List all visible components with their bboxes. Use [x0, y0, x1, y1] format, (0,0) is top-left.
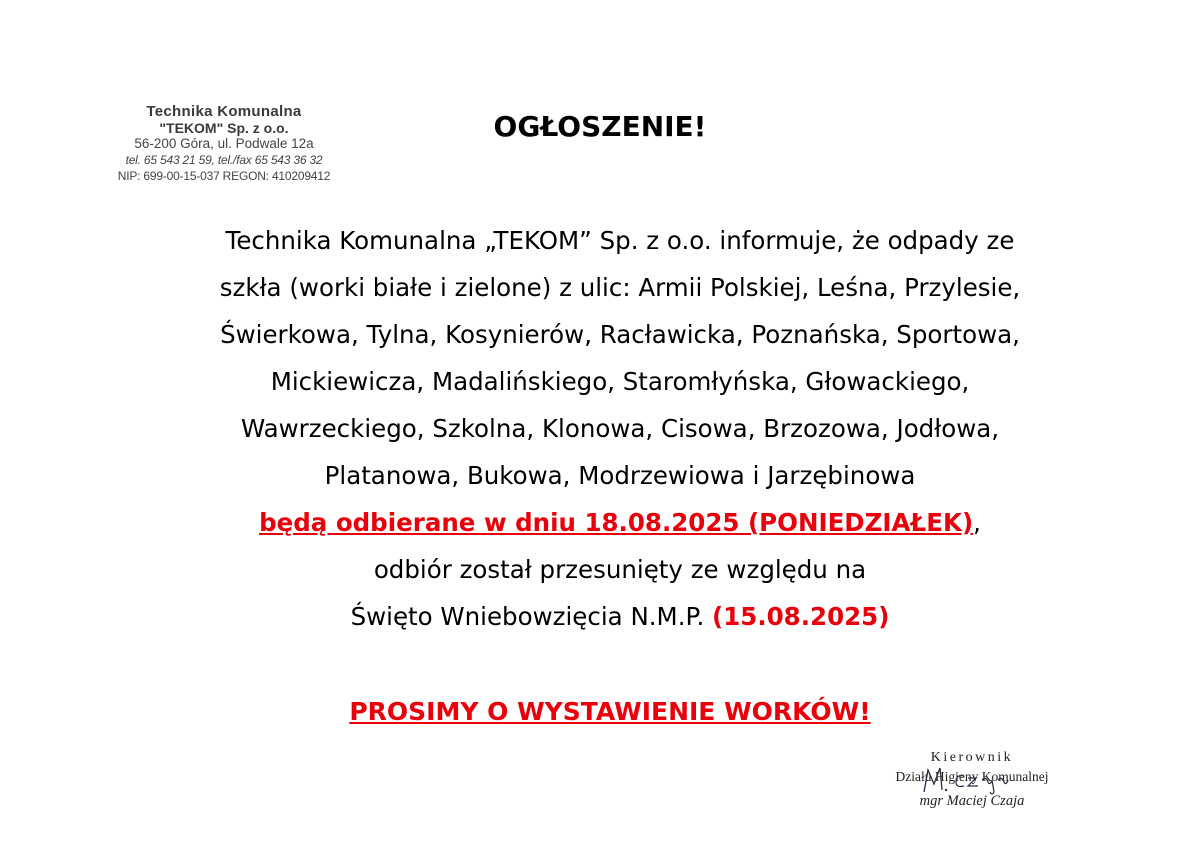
body-line: Świerkowa, Tylna, Kosynierów, Racławicka, Poznańska, Sportowa, — [220, 320, 1020, 349]
signature-stamp — [872, 748, 1072, 812]
body-line: szkła (worki białe i zielone) z ulic: Armii Polskiej, Leśna, Przylesie, — [219, 273, 1021, 302]
stamp-tax-ids: NIP: 699-00-15-037 REGON: 410209412 — [117, 169, 331, 183]
signature-department: Działu Higieny Komunalnej — [895, 769, 1049, 784]
stamp-address: 56-200 Góra, ul. Podwale 12a — [134, 136, 314, 151]
stamp-company-name: Technika Komunalna — [146, 103, 302, 120]
stamp-phone: tel. 65 543 21 59, tel./fax 65 543 36 32 — [125, 153, 323, 167]
announcement-heading: OGŁOSZENIE! — [493, 110, 707, 143]
collection-date-highlight: będą odbierane w dniu 18.08.2025 (PONIEDZIAŁEK) — [259, 508, 974, 537]
collection-date-suffix: , — [973, 508, 981, 537]
stamp-company-type: "TEKOM" Sp. z o.o. — [159, 120, 289, 136]
holiday-line — [0, 593, 1200, 640]
signature-title: Kierownik — [930, 750, 1014, 765]
handwritten-signature — [912, 758, 1032, 798]
holiday-date: (15.08.2025) — [712, 602, 890, 631]
body-line: Platanowa, Bukowa, Modrzewiowa i Jarzębinowa — [324, 461, 916, 490]
collection-date-line — [0, 499, 1200, 546]
body-line: Wawrzeckiego, Szkolna, Klonowa, Cisowa, Brzozowa, Jodłowa, — [240, 414, 1000, 443]
call-to-action: PROSIMY O WYSTAWIENIE WORKÓW! — [349, 697, 871, 726]
announcement-body — [0, 217, 1200, 640]
body-line: Mickiewicza, Madalińskiego, Staromłyńska, Głowackiego, — [270, 367, 970, 396]
signature-name: mgr Maciej Czaja — [919, 793, 1025, 809]
holiday-name: Święto Wniebowzięcia N.M.P. — [350, 602, 705, 631]
body-line: odbiór został przesunięty ze względu na — [373, 555, 867, 584]
body-line: Technika Komunalna „TEKOM” Sp. z o.o. informuje, że odpady ze — [225, 226, 1015, 255]
